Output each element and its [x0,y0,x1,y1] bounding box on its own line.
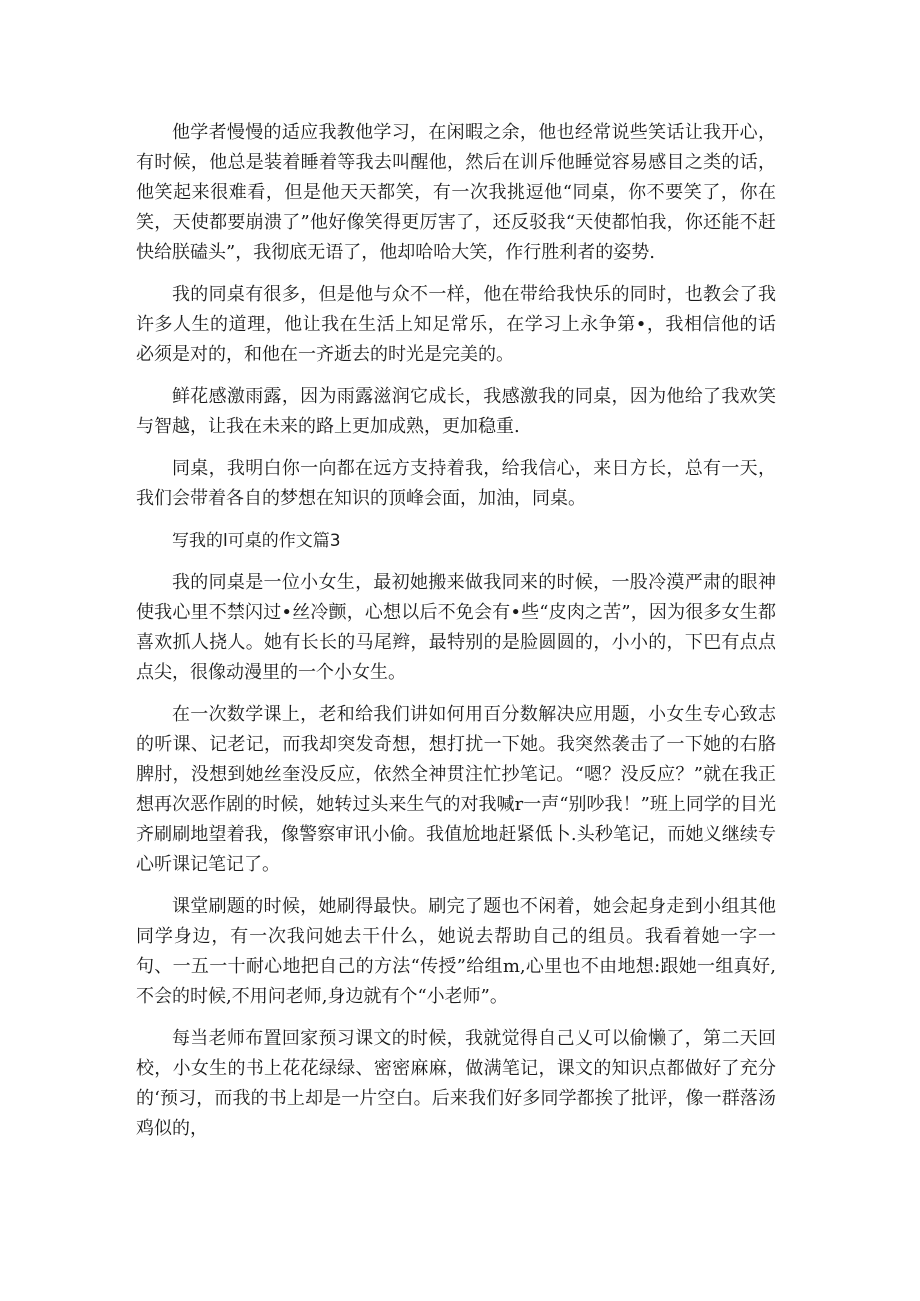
paragraph-5: 我的同桌是一位小女生，最初她搬来做我同来的时候，一股冷漠严肃的眼神使我心里不禁闪过•丝冷颤，心想以后不免会有•些“皮肉之苦”，因为很多女生都喜欢抓人挠人。她有长长的马尾辫，最特别的是脸圆圆的，小小的，下巴有点点点尖，很像动漫里的一个小女生。 [136,572,776,683]
paragraph-3: 鲜花感激雨露，因为雨露滋润它成长，我感激我的同桌，因为他给了我欢笑与智越，让我在未来的路上更加成熟，更加稳重. [136,386,776,437]
document-page [136,118,776,1156]
paragraph-1: 他学者慢慢的适应我教他学习，在闲暇之余，他也经常说些笑话让我开心，有时候，他总是装着睡着等我去叫醒他，然后在训斥他睡觉容易感目之类的话，他笑起来很难看，但是他天天都笑，有一次我挑逗他“同桌，你不要笑了，你在笑，天使都要崩溃了”他好像笑得更厉害了，还反驳我“天使都怕我，你还能不赶快给朕磕头”，我彻底无语了，他却哈哈大笑，作行胜利者的姿势. [136,122,776,263]
paragraph-2: 我的同桌有很多，但是他与众不一样，他在带给我快乐的同时，也教会了我许多人生的道理，他让我在生活上知足常乐，在学习上永争第•，我相信他的话必须是对的，和他在一齐逝去的时光是完美的。 [136,284,776,365]
paragraph-4: 同桌，我明白你一向都在远方支持着我，给我信心，来日方长，总有一天，我们会带着各自的梦想在知识的顶峰会面，加油，同桌。 [136,458,776,509]
section-heading: 写我的l可桌的作文篇3 [172,531,341,551]
paragraph-7: 课堂刷题的时候，她刷得最快。刷完了题也不闲着，她会起身走到小组其他同学身边，有一次我问她去干什么，她说去帮助自己的组员。我看着她一字一句、一五一十耐心地把自己的方法“传授”给组m,心里也不由地想:跟她一组真好,不会的时候,不用问老师,身边就有个“小老师”。 [136,896,776,1007]
paragraph-8: 每当老师布置回家预习课文的时候，我就觉得自己乂可以偷懒了，第二天回校，小女生的书上花花绿绿、密密麻麻，做满笔记，课文的知识点都做好了充分的‘预习，而我的书上却是一片空白。后来我们好多同学都挨了批评，像一群落汤鸡似的， [136,1028,776,1139]
paragraph-6: 在一次数学课上，老和给我们讲如何用百分数解决应用题，小女生专心致志的听课、记老记，而我却突发奇想，想打扰一下她。我突然袭击了一下她的右胳脾肘，没想到她丝奎没反应，依然全神贯注忙抄笔记。“嗯？没反应？”就在我正想再次恶作剧的时候，她转过头来生气的对我喊r一声“别吵我！”班上同学的目光齐刷刷地望着我，像警察审讯小偷。我值尬地赶紧低卜.头秒笔记，而她义继续专心听课记笔记了。 [136,704,776,875]
